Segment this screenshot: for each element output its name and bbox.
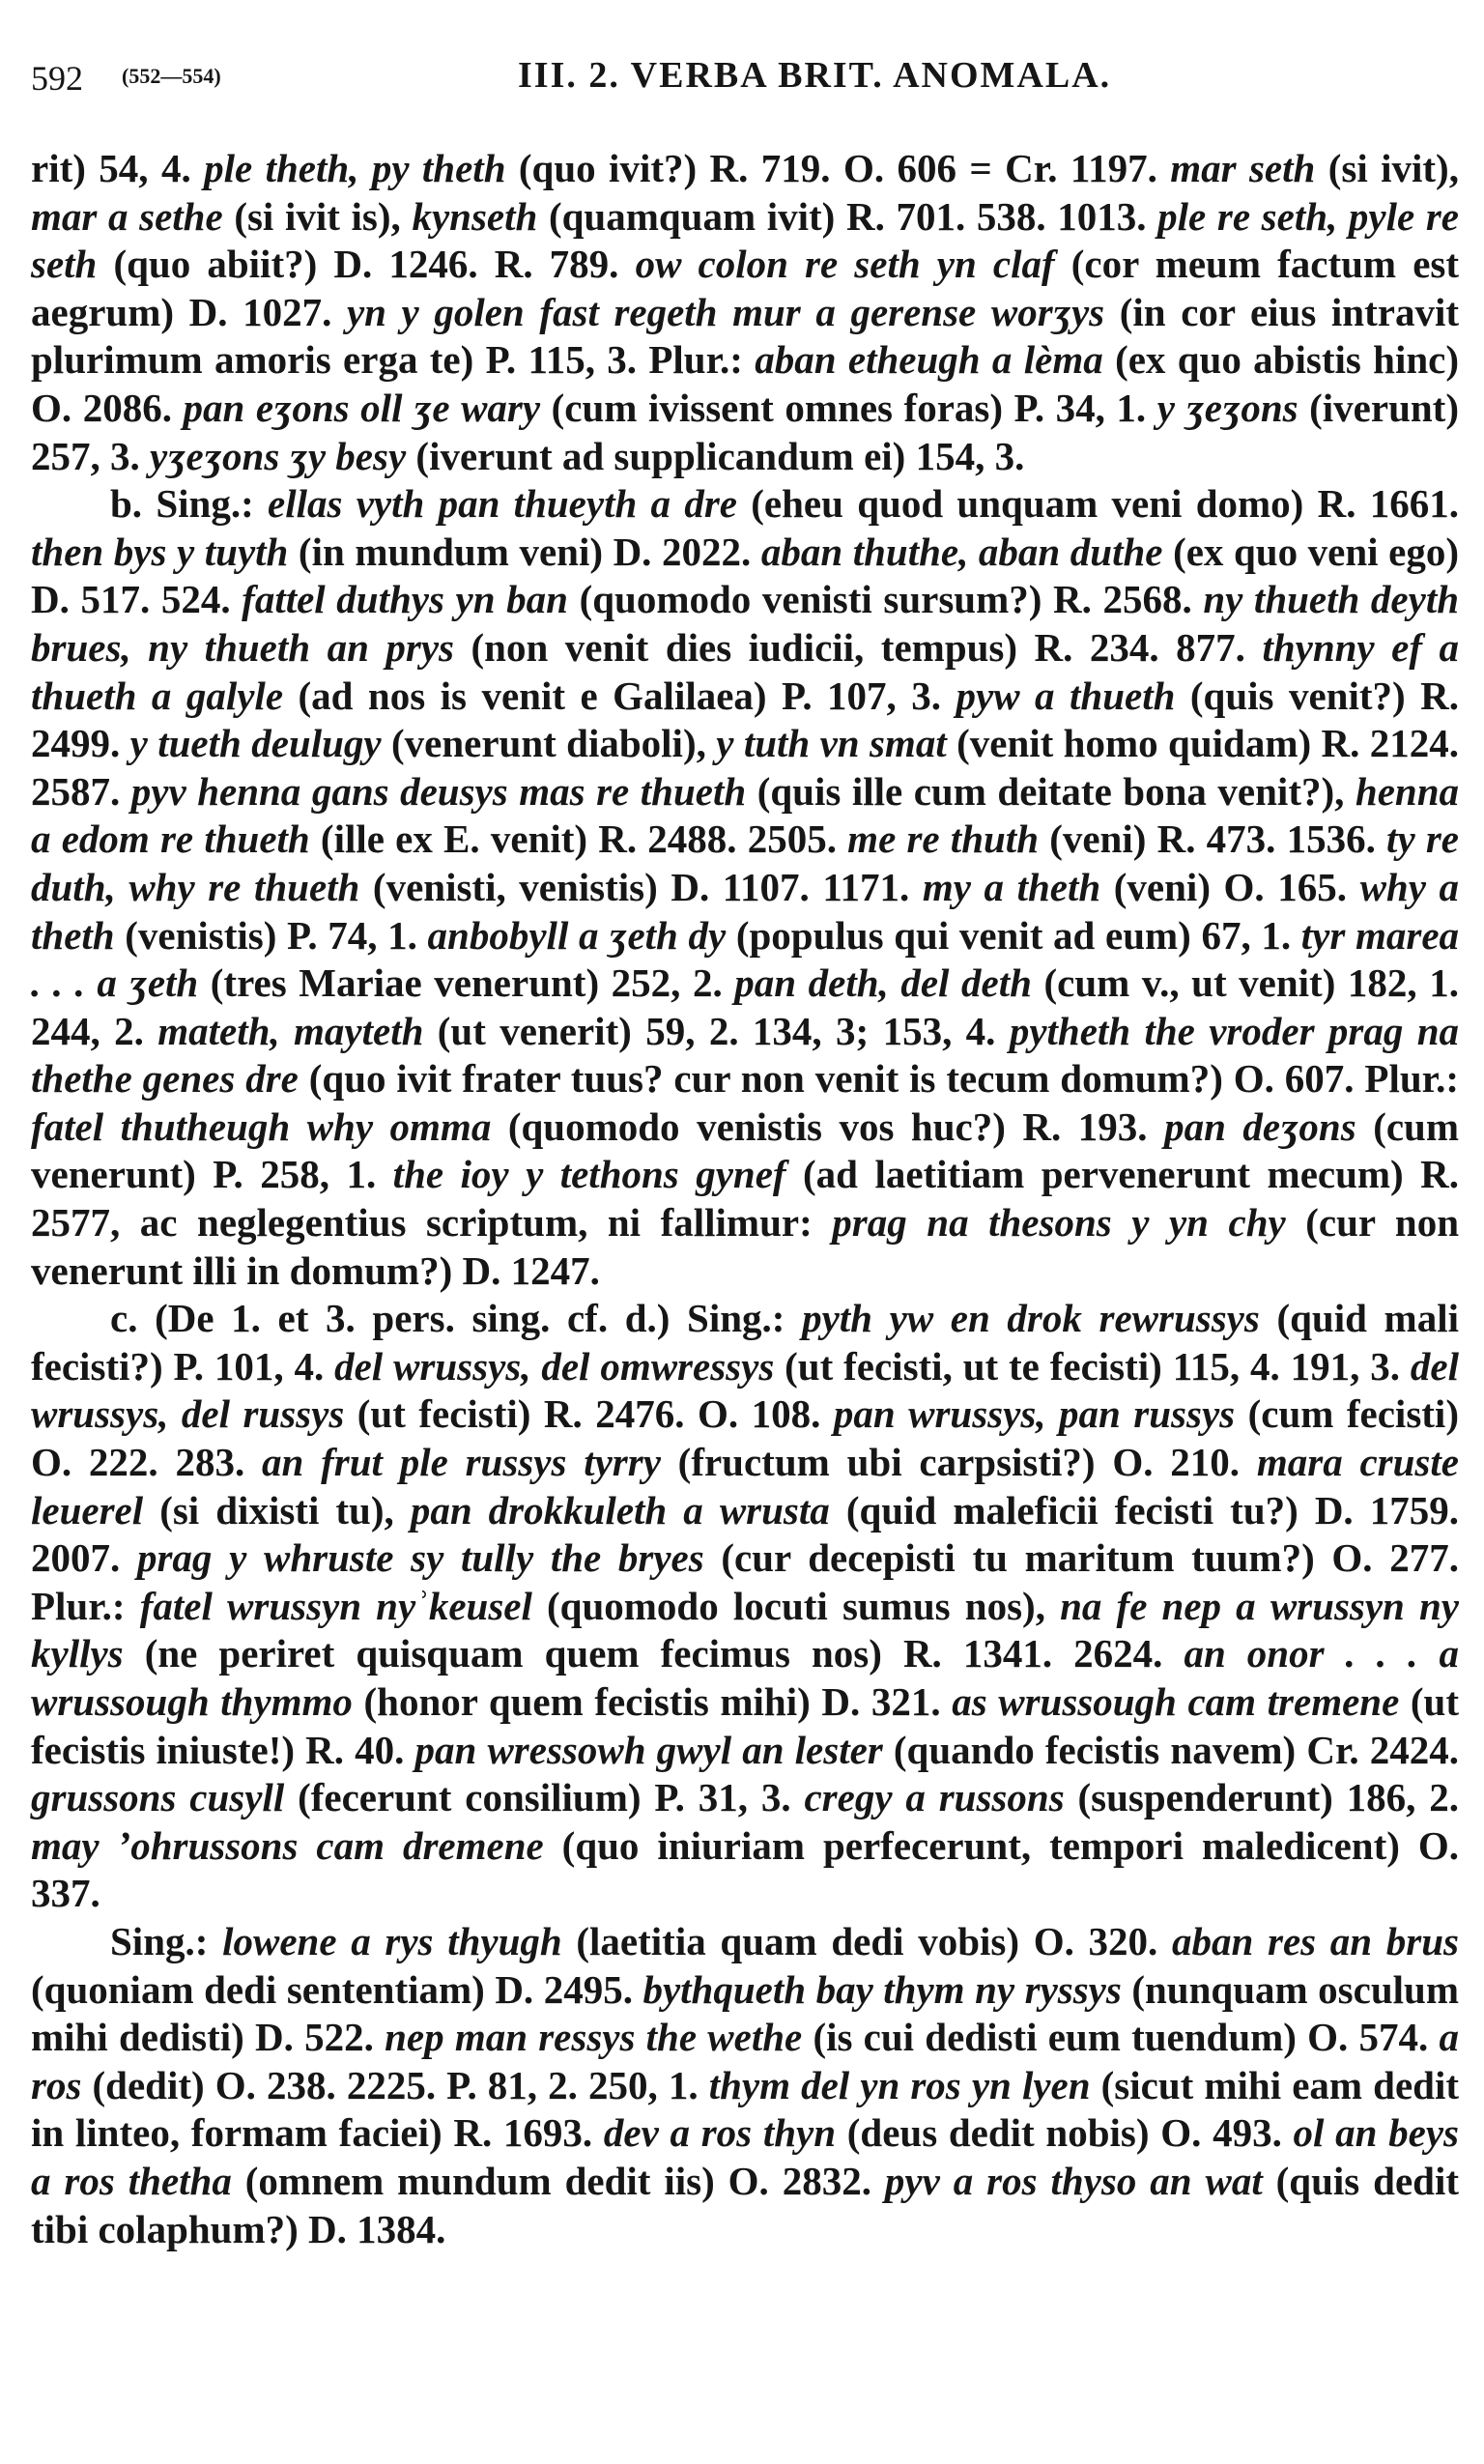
cornish-quote: pyv henna gans deusys mas re thueth xyxy=(130,768,747,814)
latin-text: (cum v., ut venit) 182, 1. 244, 2. xyxy=(31,960,1459,1053)
latin-text: (quis venit?) R. 2499. xyxy=(31,673,1459,766)
cornish-quote: an onor . . . a wrussough thymmo xyxy=(31,1631,1459,1724)
latin-text: (venerunt diaboli), xyxy=(381,721,717,766)
page-header xyxy=(31,43,1459,110)
cornish-quote: prag na thesons y yn chy xyxy=(832,1200,1286,1246)
cornish-quote: ol an beys a ros thetha xyxy=(31,2110,1460,2203)
cornish-quote: nep man ressys the wethe xyxy=(385,2015,803,2060)
cornish-quote: na fe nep a wrussyn ny kyllys xyxy=(31,1583,1459,1676)
cornish-quote: ple re seth, pyle re seth xyxy=(31,193,1459,287)
latin-text: c. (De 1. et 3. pers. sing. cf. d.) Sing.: xyxy=(110,1296,803,1341)
cornish-quote: pan deʒons xyxy=(1164,1103,1356,1149)
cornish-quote: yʒeʒons ʒy besy xyxy=(150,433,407,478)
latin-text: (fructum ubi carpsisti?) O. 210. xyxy=(660,1440,1257,1485)
latin-text: (quomodo venisti sursum?) R. 2568. xyxy=(567,577,1204,622)
cornish-quote: fattel duthys yn ban xyxy=(242,577,568,622)
cornish-quote: pan wrussys, pan russys xyxy=(833,1391,1236,1437)
latin-text: (ex quo abistis hinc) O. 2086. xyxy=(31,337,1459,430)
cornish-quote: mara cruste leuerel xyxy=(31,1440,1459,1533)
latin-text: (ut fecistis iniuste!) R. 40. xyxy=(31,1679,1460,1772)
cornish-quote: fatel wrussyn nyʾkeusel xyxy=(139,1583,532,1628)
running-title: III. 2. VERBA BRIT. ANOMALA. xyxy=(518,55,1112,96)
latin-text: (honor quem fecistis mihi) D. 321. xyxy=(352,1679,953,1724)
paragraph xyxy=(31,1918,1459,2253)
latin-text: (sicut mihi eam dedit in linteo, formam faciei) R. 1693. xyxy=(31,2062,1459,2156)
page-number: 592 xyxy=(31,59,83,98)
latin-text: (quoniam dedi sententiam) D. 2495. xyxy=(31,1966,643,2012)
cornish-quote: y ʒeʒons xyxy=(1156,385,1298,430)
latin-text: b. Sing.: xyxy=(110,481,269,527)
latin-text: (quo abiit?) D. 1246. R. 789. xyxy=(97,242,636,287)
cornish-quote: cregy a russons xyxy=(804,1775,1065,1820)
latin-text: (iverunt ad supplicandum ei) 154, 3. xyxy=(406,433,1025,478)
cornish-quote: y tuth vn smat xyxy=(716,721,947,766)
latin-text: (quo iniuriam perfecerunt, tempori maledicent) O. 337. xyxy=(31,1822,1459,1916)
cornish-quote: pytheth the vroder prag na thethe genes dre xyxy=(31,1008,1460,1102)
latin-text: (deus dedit nobis) O. 493. xyxy=(836,2110,1294,2156)
latin-text: (quid mali fecisti?) P. 101, 4. xyxy=(31,1296,1459,1389)
cornish-quote: ty re duth, why re thueth xyxy=(31,817,1459,909)
cornish-quote: ow colon re seth yn claf xyxy=(635,242,1055,287)
latin-text: (quomodo locuti sumus nos), xyxy=(531,1583,1061,1628)
cornish-quote: pan drokkuleth a wrusta xyxy=(410,1487,830,1533)
cornish-quote: tyr marea . . . a ʒeth xyxy=(31,912,1460,1006)
latin-text: (in cor eius intravit plurimum amoris erga te) P. 115, 3. Plur.: xyxy=(31,289,1459,383)
latin-text: (quis ille cum deitate bona venit?), xyxy=(746,768,1356,814)
cornish-quote: why a theth xyxy=(31,864,1459,958)
latin-text: (ne periret quisquam quem fecimus nos) R. 1341. 2624. xyxy=(123,1631,1184,1676)
latin-text: (cur non venerunt illi in domum?) D. 1247. xyxy=(31,1200,1460,1293)
cornish-quote: may ʼohrussons cam dremene xyxy=(31,1822,544,1868)
cornish-quote: my a theth xyxy=(922,864,1101,909)
cornish-quote: ple theth, py theth xyxy=(204,146,506,190)
cornish-quote: then bys y tuyth xyxy=(31,529,289,574)
latin-text: (nunquam osculum mihi dedisti) D. 522. xyxy=(31,1966,1459,2060)
latin-text: (venisti, venistis) D. 1107. 1171. xyxy=(359,864,923,909)
page xyxy=(31,43,1459,2253)
latin-text: (ad laetitiam pervenerunt mecum) R. 2577, ac neglegentius scriptum, ni fallimur: xyxy=(31,1152,1460,1246)
cornish-quote: ny thueth deyth brues, ny thueth an prys xyxy=(31,577,1460,670)
latin-text: (ut fecisti, ut te fecisti) 115, 4. 191, 3. xyxy=(774,1343,1411,1389)
cornish-quote: kynseth xyxy=(412,193,538,239)
latin-text: (venit homo quidam) R. 2124. 2587. xyxy=(31,721,1459,814)
paragraph xyxy=(31,1295,1459,1918)
cornish-quote: a ros xyxy=(31,2015,1459,2107)
latin-text: (cum ivissent omnes foras) P. 34, 1. xyxy=(540,385,1157,430)
latin-text: (veni) R. 473. 1536. xyxy=(1039,817,1387,862)
latin-text: (cum fecisti) O. 222. 283. xyxy=(31,1391,1459,1485)
cornish-quote: thynny ef a thueth a galyle xyxy=(31,624,1460,718)
cornish-quote: as wrussough cam tremene xyxy=(952,1679,1400,1724)
latin-text: (laetitia quam dedi vobis) O. 320. xyxy=(561,1918,1172,1963)
cornish-quote: aban etheugh a lèma xyxy=(755,337,1103,383)
cornish-quote: prag y whruste sy tully the bryes xyxy=(136,1535,704,1581)
page-range: (552—554) xyxy=(122,64,221,88)
cornish-quote: del wrussys, del omwressys xyxy=(334,1343,775,1389)
latin-text: (is cui dedisti eum tuendum) O. 574. xyxy=(802,2015,1440,2060)
paragraph xyxy=(31,480,1459,1295)
latin-text: (quid maleficii fecisti tu?) D. 1759. 2007. xyxy=(31,1487,1459,1581)
latin-text: (fecerunt consilium) P. 31, 3. xyxy=(284,1775,805,1820)
cornish-quote: pan wressowh gwyl an lester xyxy=(414,1727,883,1772)
cornish-quote: aban thuthe, aban duthe xyxy=(760,529,1163,574)
cornish-quote: me re thuth xyxy=(847,817,1039,862)
latin-text: (cum venerunt) P. 258, 1. xyxy=(31,1103,1459,1197)
latin-text: (quo ivit frater tuus? cur non venit is tecum domum?) O. 607. Plur.: xyxy=(298,1056,1459,1102)
cornish-quote: henna a edom re thueth xyxy=(31,768,1460,862)
latin-text: (populus qui venit ad eum) 67, 1. xyxy=(726,912,1301,958)
latin-text: (iverunt) 257, 3. xyxy=(31,385,1459,478)
latin-text: (suspenderunt) 186, 2. xyxy=(1064,1775,1459,1820)
latin-text: (veni) O. 165. xyxy=(1100,864,1360,909)
latin-text: (quando fecistis navem) Cr. 2424. xyxy=(882,1727,1460,1772)
latin-text: (dedit) O. 238. 2225. P. 81, 2. 250, 1. xyxy=(81,2062,709,2107)
latin-text: (tres Mariae venerunt) 252, 2. xyxy=(198,960,735,1006)
latin-text: (eheu quod unquam veni domo) R. 1661. xyxy=(737,481,1459,527)
cornish-quote: bythqueth bay thym ny ryssys xyxy=(642,1966,1122,2012)
latin-text: (non venit dies iudicii, tempus) R. 234. 877. xyxy=(454,624,1263,670)
latin-text: (ex quo veni ego) D. 517. 524. xyxy=(31,529,1459,622)
cornish-quote: pyv a ros thyso an wat xyxy=(884,2158,1263,2203)
cornish-quote: lowene a rys thyugh xyxy=(222,1918,562,1963)
latin-text: (quo ivit?) R. 719. O. 606 = Cr. 1197. xyxy=(505,146,1171,190)
cornish-quote: grussons cusyll xyxy=(31,1775,285,1820)
latin-text: (cur decepisti tu maritum tuum?) O. 277. Plur.: xyxy=(31,1535,1460,1628)
latin-text: (quomodo venistis vos huc?) R. 193. xyxy=(491,1103,1165,1149)
latin-text: (si dixisti tu), xyxy=(143,1487,411,1533)
latin-text: (in mundum veni) D. 2022. xyxy=(288,529,761,574)
latin-text: (si ivit), xyxy=(1315,146,1459,190)
cornish-quote: fatel thutheugh why omma xyxy=(31,1103,492,1149)
latin-text: (quamquam ivit) R. 701. 538. 1013. xyxy=(537,193,1158,239)
cornish-quote: thym del yn ros yn lyen xyxy=(708,2062,1091,2107)
latin-text: Sing.: xyxy=(110,1918,223,1963)
latin-text: (quis dedit tibi colaphum?) D. 1384. xyxy=(31,2158,1460,2251)
body-text xyxy=(31,145,1459,2253)
latin-text: (ad nos is venit e Galilaea) P. 107, 3. xyxy=(283,673,956,718)
latin-text: rit) 54, 4. xyxy=(31,146,205,190)
latin-text: (si ivit is), xyxy=(222,193,413,239)
cornish-quote: mar a sethe xyxy=(31,193,223,239)
cornish-quote: an frut ple russys tyrry xyxy=(262,1440,661,1485)
cornish-quote: yn y golen fast regeth mur a gerense worʒys xyxy=(346,289,1105,334)
latin-text: (cor meum factum est aegrum) D. 1027. xyxy=(31,242,1459,334)
cornish-quote: pyw a thueth xyxy=(956,673,1176,718)
latin-text: (ut fecisti) R. 2476. O. 108. xyxy=(344,1391,834,1437)
cornish-quote: anbobyll a ʒeth dy xyxy=(427,912,727,958)
cornish-quote: dev a ros thyn xyxy=(603,2110,837,2156)
latin-text: (ille ex E. venit) R. 2488. 2505. xyxy=(309,817,848,862)
latin-text: (venistis) P. 74, 1. xyxy=(114,912,428,958)
cornish-quote: aban res an brus xyxy=(1172,1918,1459,1963)
cornish-quote: the ioy y tethons gynef xyxy=(392,1152,786,1197)
cornish-quote: mar seth xyxy=(1170,146,1316,190)
cornish-quote: pan deth, del deth xyxy=(734,960,1032,1006)
cornish-quote: y tueth deulugy xyxy=(129,721,382,766)
cornish-quote: pan eʒons oll ʒe wary xyxy=(183,385,541,430)
latin-text: (omnem mundum dedit iis) O. 2832. xyxy=(231,2158,885,2203)
cornish-quote: pyth yw en drok rewrussys xyxy=(802,1296,1260,1341)
cornish-quote: ellas vyth pan thueyth a dre xyxy=(268,481,737,527)
paragraph xyxy=(31,145,1459,480)
cornish-quote: mateth, mayteth xyxy=(157,1008,424,1053)
latin-text: (ut venerit) 59, 2. 134, 3; 153, 4. xyxy=(423,1008,1010,1053)
cornish-quote: del wrussys, del russys xyxy=(31,1343,1460,1437)
